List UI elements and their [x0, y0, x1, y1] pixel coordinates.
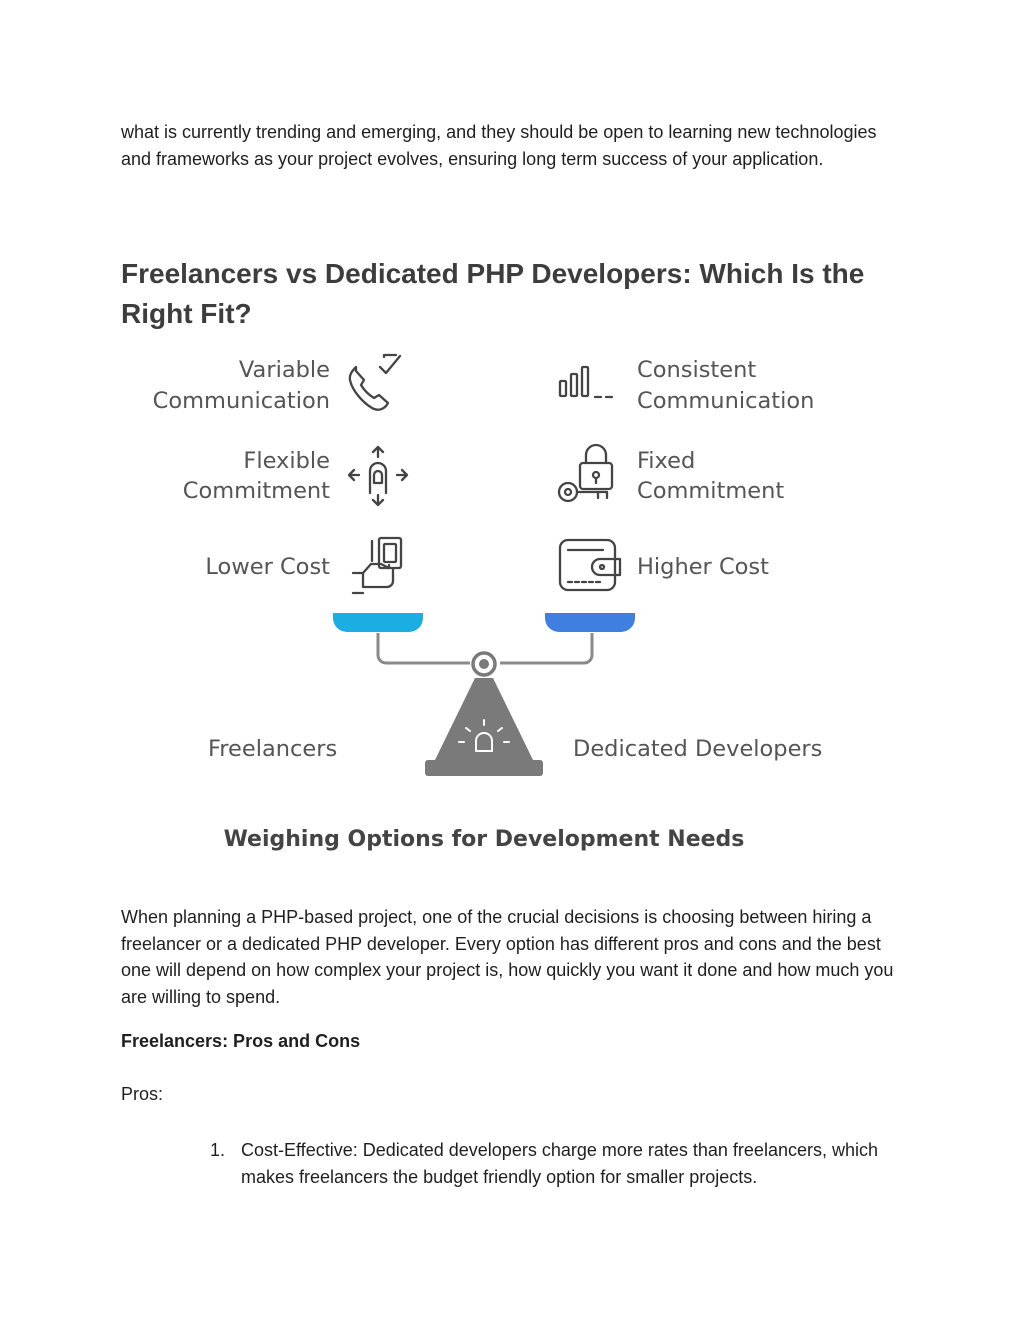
left-option-label: Freelancers	[208, 736, 338, 762]
pros-cons-subheading: Freelancers: Pros and Cons	[121, 1031, 361, 1051]
scale-base	[425, 760, 543, 776]
list-item-number: 1.	[210, 1140, 226, 1160]
left-pan	[333, 613, 423, 632]
right-item-1-line1: Consistent	[637, 357, 757, 383]
right-pan	[545, 613, 635, 632]
right-item-1-line2: Communication	[637, 388, 815, 414]
left-item-1-line2: Communication	[152, 388, 330, 414]
list-item	[205, 1137, 905, 1190]
left-item-3-label: Lower Cost	[205, 554, 330, 580]
diagram-title: Weighing Options for Development Needs	[223, 827, 745, 852]
hand-cash-icon	[353, 538, 401, 593]
right-option-label: Dedicated Developers	[573, 736, 823, 762]
left-item-1-line1: Variable	[238, 357, 330, 383]
wallet-icon	[560, 540, 620, 590]
pros-label: Pros:	[121, 1084, 164, 1104]
intro-paragraph: what is currently trending and emerging, and they should be open to learning new technologies and frameworks as your project evolves, ensuring long term success of your application.	[121, 122, 877, 169]
right-item-2-line1: Fixed	[637, 448, 696, 474]
left-item-2-line1: Flexible	[243, 448, 330, 474]
signal-bars-icon	[560, 367, 612, 397]
lock-key-icon	[559, 445, 612, 501]
left-item-2-line2: Commitment	[182, 478, 330, 504]
phone-check-icon	[350, 355, 400, 410]
balance-diagram	[140, 345, 860, 865]
right-item-3-label: Higher Cost	[637, 554, 769, 580]
move-arrows-icon	[349, 447, 407, 505]
planning-paragraph: When planning a PHP-based project, one of the crucial decisions is choosing between hiring a freelancer or a dedicated PHP developer. Every option has different pros and cons and the best one will depend on how complex your project is, how quickly you want it done and how much you are willing to spend.	[121, 907, 894, 1007]
list-item-text: Cost-Effective: Dedicated developers charge more rates than freelancers, which makes freelancers the budget friendly option for smaller projects.	[241, 1140, 878, 1187]
pros-list	[205, 1137, 905, 1190]
section-heading: Freelancers vs Dedicated PHP Developers: Which Is the Right Fit?	[121, 258, 865, 329]
right-item-2-line2: Commitment	[637, 478, 785, 504]
